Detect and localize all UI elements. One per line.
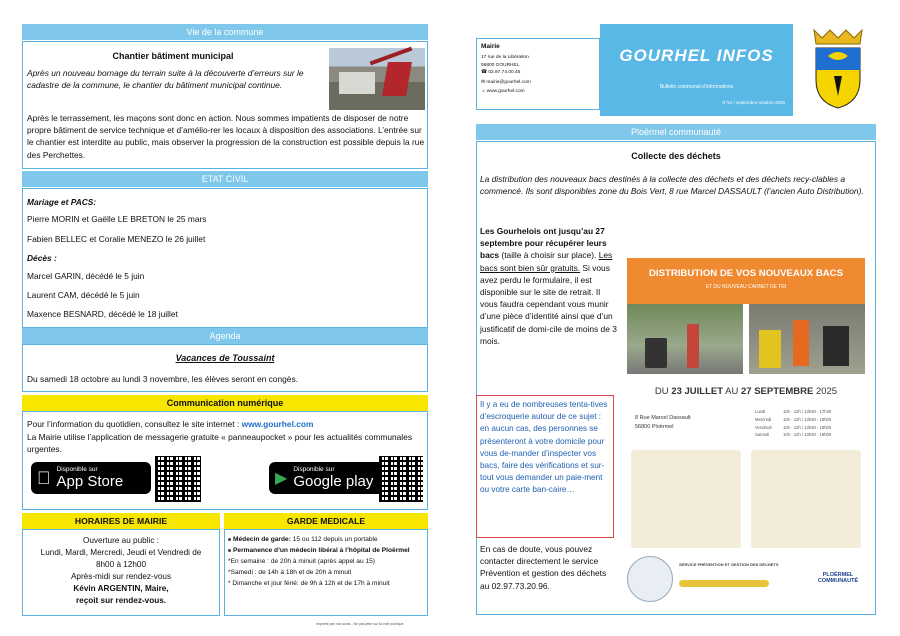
poster-seal — [627, 556, 673, 602]
phone-icon: ☎ — [481, 70, 487, 75]
globe-icon: ☼ — [481, 89, 486, 94]
garde-section — [224, 529, 428, 616]
comm-line2: La Mairie utilise l’application de messagerie gratuite « panneaupocket » pour les actualités communales urgentes. — [27, 432, 413, 455]
collecte-title: Collecte des déchets — [631, 151, 721, 161]
appstore-small: Disponible sur — [43, 466, 85, 473]
poster-city: 56800 Ploërmel — [635, 424, 674, 430]
poster-dates — [627, 386, 865, 397]
poster-day: Lundi — [755, 409, 766, 414]
collecte-p1e: Si vous avez perdu le formulaire, il est disponible sur le site de retrait. Il vous faudra cependant vous munir d’une pièce d’identité ainsi que d’un justificatif de domi-cile de moins de 3 mois. — [480, 262, 617, 346]
garde-label: Médecin de garde: — [233, 536, 291, 543]
masthead-subtitle: Bulletin communal d’informations — [659, 84, 734, 90]
poster-hours: 10h - 12h / 13h30 - 17h30 — [783, 409, 832, 414]
collecte-poster — [627, 246, 865, 610]
commune-crest — [808, 26, 868, 110]
poster-dates-suffix: 2025 — [813, 386, 838, 397]
mairie-email[interactable]: mairie@gourhel.com — [486, 79, 531, 85]
appstore-big: App Store — [43, 473, 110, 490]
poster-day: Vendredi — [755, 424, 772, 430]
section-bar-communication: Communication numérique — [22, 395, 428, 411]
deces-item: Laurent CAM, décédé le 5 juin — [27, 290, 140, 300]
collecte-contact: En cas de doute, vous pouvez contacter directement le service Prévention et gestion des déchets au 02.97.73.20.96. — [480, 544, 607, 591]
qr-code-appstore[interactable] — [155, 456, 201, 502]
poster-banner-sub: ET DU NOUVEAU CARNET DE TRI — [705, 284, 787, 290]
poster-hours: 10h - 12h / 13h30 - 18h00 — [783, 432, 832, 438]
footer-note: Imprimé par nos soins - Ne pas jeter sur la voie publique — [316, 622, 404, 626]
poster-banner-title: DISTRIBUTION DE VOS NOUVEAUX BACS — [648, 268, 844, 279]
google-big: Google play — [293, 473, 374, 490]
chantier-section — [22, 41, 428, 169]
section-bar-ploermel: Ploërmel communauté — [476, 124, 876, 140]
poster-hours: 10h - 12h / 13h30 - 18h00 — [783, 424, 832, 430]
poster-info-card — [751, 450, 861, 548]
mariage-item: Pierre MORIN et Gaëlle LE BRETON le 25 mars — [27, 214, 207, 224]
mariage-item: Fabien BELLEC et Coralie MENEZO le 26 juillet — [27, 234, 206, 244]
mairie-tel: 02.97.74.00.45 — [488, 70, 521, 75]
collecte-p1d: Les bacs sont bien sûr gratuits. — [480, 250, 613, 273]
chantier-photo — [329, 48, 425, 110]
horaires-section — [22, 529, 220, 616]
deces-item: Maxence BESNARD, décédé le 18 juillet — [27, 309, 178, 319]
garde-permanence: Permanence d’un médecin libéral à l’hôpital de Ploërmel — [233, 547, 410, 554]
garde-line: *Samedi : de 14h à 18h et de 20h à minuit — [228, 569, 352, 576]
agenda-section — [22, 344, 428, 392]
horaires-line: reçoit sur rendez-vous. — [75, 596, 167, 605]
horaires-bar: HORAIRES DE MAIRIE — [22, 513, 220, 529]
maire-name: Kévin ARGENTIN, Maire, — [73, 584, 169, 593]
section-bar-etat-civil: ETAT CIVIL — [22, 171, 428, 187]
mairie-title: Mairie — [481, 43, 500, 50]
horaires-line: Lundi, Mardi, Mercredi, Jeudi et Vendredi de — [40, 548, 202, 557]
chantier-body: Après le terrassement, les maçons sont donc en action. Nous sommes impatients de disposer de notre propre bâtiment de service technique et d’amélio-rer les locaux à disposition des associations. L’entrée sur le chantier est interdite au public, mais observer la progression de la construction est possible depuis la rue des Perchettes. — [27, 113, 425, 160]
agenda-title: Vacances de Toussaint — [175, 353, 275, 363]
chantier-title: Chantier bâtiment municipal — [112, 51, 234, 61]
mairie-web[interactable]: www.gourhel.com — [486, 89, 525, 94]
website-link[interactable]: www.gourhel.com — [241, 419, 314, 429]
horaires-line: 8h00 à 12h00 — [95, 560, 147, 569]
mail-icon: ✉ — [481, 79, 486, 85]
poster-day: Samedi — [755, 432, 770, 438]
garde-bar: GARDE MEDICALE — [224, 513, 428, 529]
poster-info-card — [631, 450, 741, 548]
collecte-p1b: 27 septembre pour récupérer leurs bacs — [480, 226, 607, 261]
comm-line1: Pour l’information du quotidien, consultez le site internet : — [27, 419, 242, 429]
masthead — [600, 24, 793, 116]
google-play-button[interactable] — [269, 462, 395, 494]
poster-address: 8 Rue Marcel Dassault — [635, 415, 691, 421]
masthead-issue: N°51 / septembre-octobre 2025 — [722, 100, 785, 105]
horaires-line: Après-midi sur rendez-vous — [70, 572, 172, 581]
section-bar-vie: Vie de la commune — [22, 24, 428, 40]
google-small: Disponible sur — [293, 466, 335, 473]
collecte-section — [476, 141, 876, 615]
garde-text: 15 ou 112 depuis un portable — [290, 536, 378, 543]
mairie-city: 56800 GOURHEL — [481, 62, 520, 68]
app-store-button[interactable] — [31, 462, 151, 494]
poster-day: Mercredi — [755, 416, 772, 422]
deces-title: Décès : — [27, 253, 57, 263]
mairie-contact-box — [476, 38, 600, 110]
poster-logo: PLOËRMEL COMMUNAUTÉ — [817, 572, 859, 584]
qr-code-google[interactable] — [379, 456, 423, 502]
communication-section — [22, 411, 428, 510]
poster-dates-mid: AU — [723, 386, 741, 397]
mariage-title: Mariage et PACS: — [27, 197, 97, 207]
poster-service: SERVICE PRÉVENTION ET GESTION DES DÉCHETS — [679, 562, 779, 567]
garde-line: * Dimanche et jour férié: de 9h à 12h et de 17h à minuit — [228, 580, 390, 587]
chantier-intro: Après un nouveau bornage du terrain suite à la découverte d’erreurs sur le cadastre de la commune, le chantier du bâtiment municipal continue. — [27, 68, 304, 91]
poster-banner — [627, 258, 865, 304]
agenda-text: Du samedi 18 octobre au lundi 3 novembre, les élèves seront en congès. — [27, 374, 298, 384]
collecte-p1c: (taille à choisir sur place). — [499, 250, 599, 261]
poster-date2: 27 SEPTEMBRE — [740, 386, 814, 397]
poster-photo-1 — [627, 304, 743, 374]
poster-date1: 23 JUILLET — [671, 386, 724, 397]
horaires-line: Ouverture au public : — [82, 536, 159, 545]
collecte-p1a: Les Gourhelois ont jusqu’au — [480, 226, 594, 236]
collecte-intro: La distribution des nouveaux bacs destinés à la collecte des déchets et des déchets recy-clables a commencé. Ils sont disponibles zone du Bois Vert, 8 rue Marcel DASSAULT (l’ancien Auto Distribution). — [480, 174, 864, 197]
section-bar-agenda: Agenda — [22, 328, 428, 344]
mairie-addr: 17 rue de la Libération — [481, 55, 529, 60]
masthead-title: GOURHEL INFOS — [619, 46, 774, 65]
play-icon: ▶ — [275, 470, 288, 487]
crest-icon — [808, 26, 868, 110]
poster-photo-2 — [749, 304, 865, 374]
etat-civil-section — [22, 188, 428, 328]
deces-item: Marcel GARIN, décédé le 5 juin — [27, 271, 145, 281]
poster-link-pill — [679, 580, 769, 587]
poster-dates-prefix: DU — [654, 386, 672, 397]
poster-hours: 10h - 12h / 13h30 - 18h00 — [783, 416, 832, 422]
scam-warning: Il y a eu de nombreuses tenta-tives d’escroquerie autour de ce sujet : en aucun cas, des personnes se présenteront à votre domicile pour vous de-mander d’inspecter vos bacs, faire des vérifications et sur-tout vous demander un paie-ment ou votre carte ban-caire… — [480, 400, 608, 495]
garde-line: *En semaine : de 20h à minuit (après appel au 15) — [228, 558, 375, 565]
apple-icon — [37, 468, 51, 489]
